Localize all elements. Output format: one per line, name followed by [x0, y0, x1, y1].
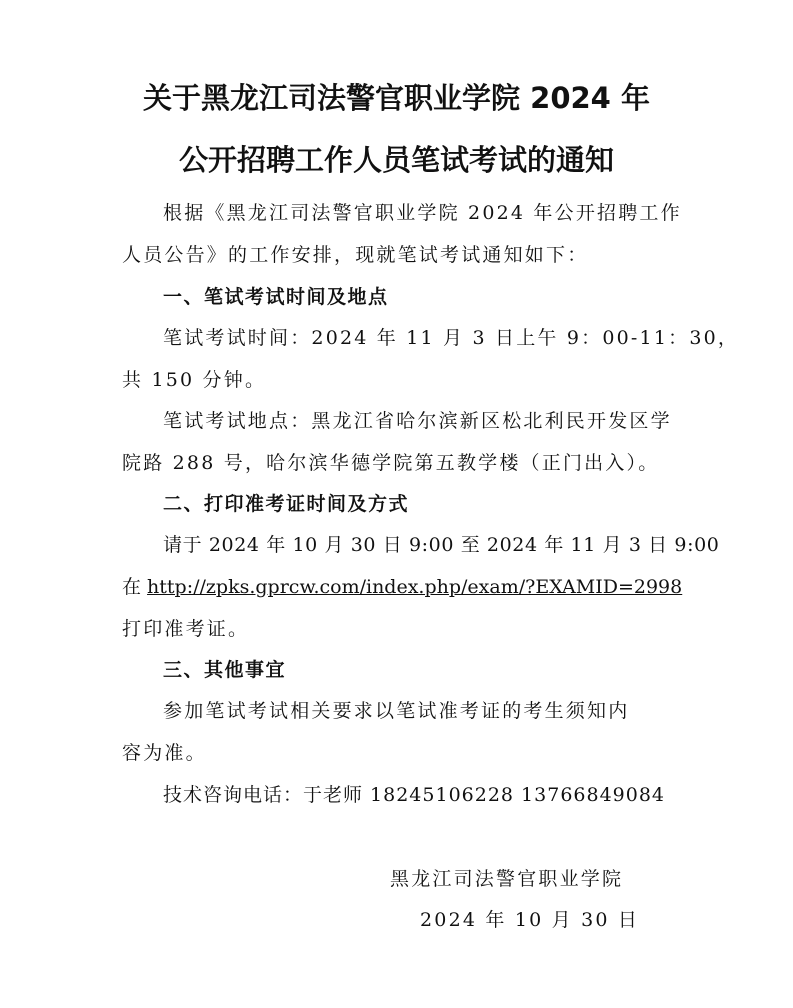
intro-line-1: 根据《黑龙江司法警官职业学院 2024 年公开招聘工作	[163, 202, 682, 224]
section-heading-admission-ticket: 二、打印准考证时间及方式	[163, 493, 410, 515]
exam-system-link[interactable]: http://zpks.gprcw.com/index.php/exam/?EXAMID=2998	[147, 576, 683, 598]
signature-date: 2024 年 10 月 30 日	[420, 909, 640, 931]
section-heading-other-matters: 三、其他事宜	[163, 659, 287, 681]
contact-phone-line: 技术咨询电话：于老师 18245106228 13766849084	[163, 784, 666, 806]
intro-line-2: 人员公告》的工作安排，现就笔试考试通知如下：	[122, 244, 589, 266]
document-title-line-2: 公开招聘工作人员笔试考试的通知	[178, 143, 614, 177]
ticket-url-prefix: 在	[122, 576, 148, 598]
exam-place-line-2: 院路 288 号，哈尔滨华德学院第五教学楼（正门出入）。	[122, 452, 660, 474]
exam-time-line-1: 笔试考试时间：2024 年 11 月 3 日上午 9：00-11：30，	[163, 327, 740, 349]
signature-organization: 黑龙江司法警官职业学院	[390, 868, 624, 890]
ticket-print-line: 打印准考证。	[122, 618, 250, 640]
other-matters-line-1: 参加笔试考试相关要求以笔试准考证的考生须知内	[163, 700, 630, 722]
document-title-line-1: 关于黑龙江司法警官职业学院 2024 年	[143, 81, 650, 115]
other-matters-line-2: 容为准。	[122, 742, 207, 764]
ticket-period-line: 请于 2024 年 10 月 30 日 9:00 至 2024 年 11 月 3 日 9:00	[163, 534, 720, 556]
exam-place-line-1: 笔试考试地点：黑龙江省哈尔滨新区松北利民开发区学	[163, 410, 672, 432]
ticket-url-line	[122, 574, 683, 600]
exam-time-line-2: 共 150 分钟。	[122, 369, 267, 391]
section-heading-exam-time-place: 一、笔试考试时间及地点	[163, 286, 389, 308]
